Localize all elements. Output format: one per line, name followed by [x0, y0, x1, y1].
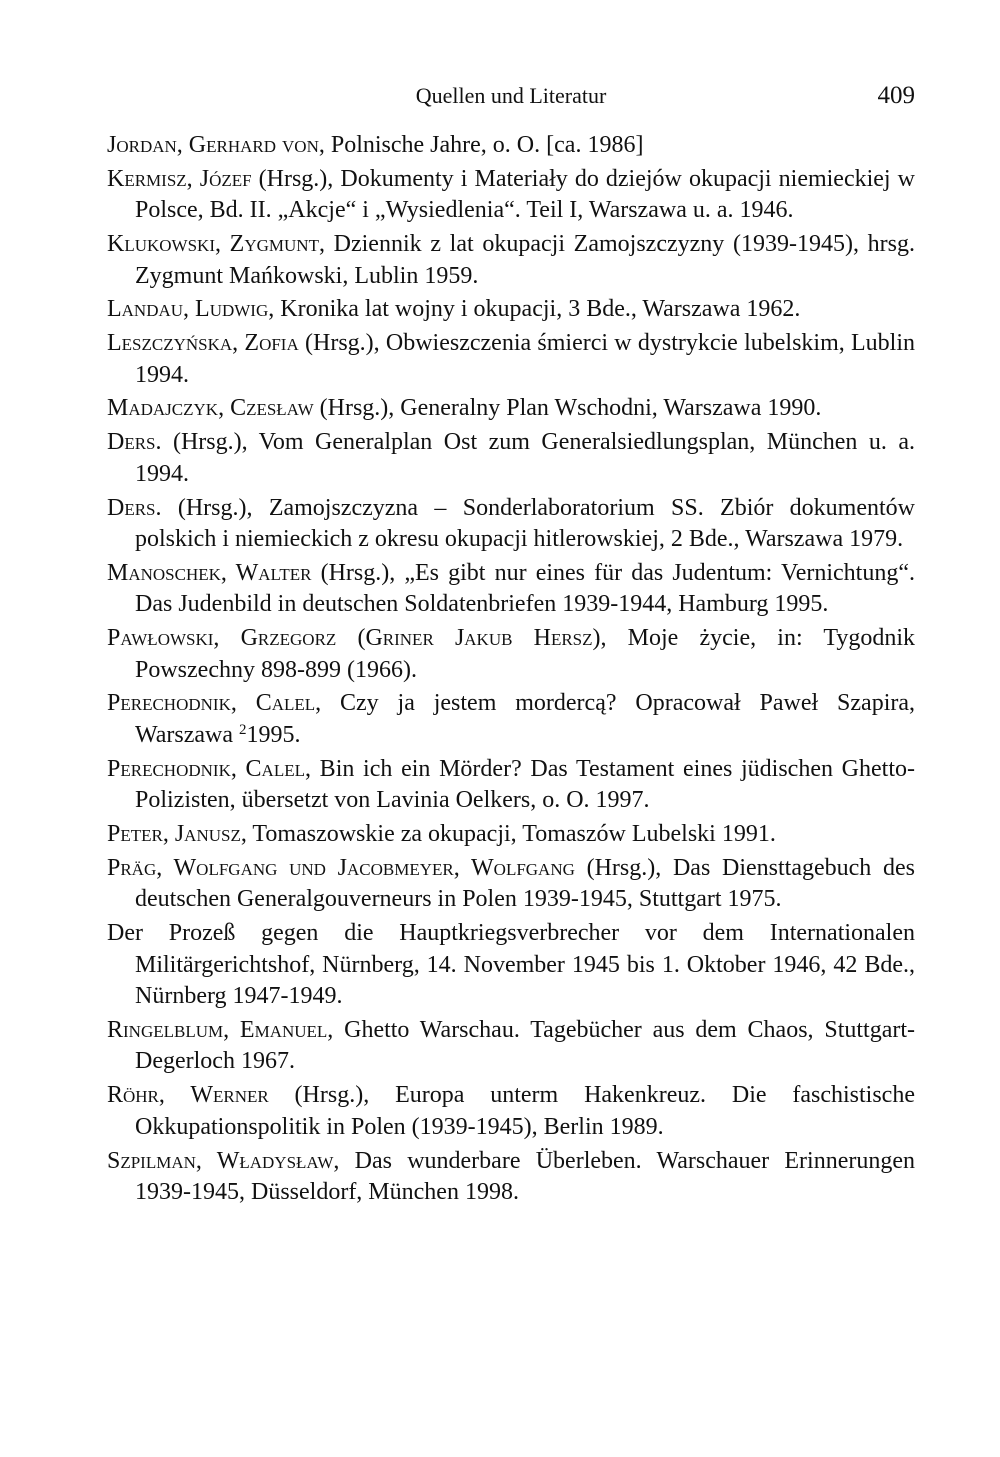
- entry-author: Jordan, Gerhard von,: [107, 132, 325, 158]
- entry-author: Madajczyk, Czesław: [107, 395, 314, 422]
- entry-text: Polnische Jahre, o. O. [ca. 1986]: [324, 132, 644, 158]
- entry-text: Ghetto Warschau. Tagebücher aus dem Chaos, Stuttgart-Degerloch 1967.: [135, 1016, 915, 1075]
- bibliography-entry: [107, 328, 915, 391]
- entry-author: Präg, Wolfgang und Jacobmeyer, Wolfgang: [107, 854, 575, 881]
- bibliography-entry: [107, 130, 915, 162]
- bibliography-list: [107, 130, 915, 1211]
- entry-author: Perechodnik, Calel,: [107, 755, 311, 782]
- bibliography-entry: [107, 427, 915, 490]
- entry-author: Ders.: [107, 494, 162, 521]
- entry-text: Tomaszowskie za okupacji, Tomaszów Lubelski 1991.: [246, 821, 776, 848]
- bibliography-entry: [107, 853, 915, 916]
- entry-text: (Hrsg.), Das Diensttagebuch des deutschen Generalgouverneurs in Polen 1939-1945, Stuttgart 1975.: [135, 854, 915, 913]
- bibliography-entry: [107, 558, 915, 621]
- entry-author: Leszczyńska, Zofia: [107, 330, 299, 357]
- bibliography-entry: [107, 294, 915, 326]
- entry-text: Bin ich ein Mörder? Das Testament eines jüdischen Ghetto-Polizisten, übersetzt von Lavinia Oelkers, o. O. 1997.: [135, 755, 915, 814]
- entry-text: (Hrsg.), Dokumenty i Materiały do dziejów okupacji niemieckiej w Polsce, Bd. II. „Akcje“ i „Wysiedlenia“. Teil I, Warszawa u. a. 1946.: [135, 165, 915, 224]
- running-header: [107, 78, 915, 114]
- entry-author: Szpilman, Władysław,: [107, 1147, 340, 1174]
- entry-author: Manoschek, Walter: [107, 559, 312, 586]
- bibliography-entry: [107, 1080, 915, 1143]
- page-number: 409: [877, 82, 915, 109]
- running-title: Quellen und Literatur: [415, 83, 607, 108]
- bibliography-entry: [107, 1015, 915, 1078]
- entry-author: Röhr, Werner: [107, 1082, 269, 1109]
- entry-text: Das wunderbare Überleben. Warschauer Erinnerungen 1939-1945, Düsseldorf, München 1998.: [135, 1147, 915, 1206]
- bibliography-entry: [107, 493, 915, 556]
- bibliography-entry: [107, 1146, 915, 1209]
- entry-author: Perechodnik, Calel,: [107, 690, 322, 717]
- bibliography-entry: [107, 754, 915, 817]
- bibliography-entry: [107, 229, 915, 292]
- entry-author: Landau, Ludwig,: [107, 296, 275, 323]
- entry-text: Kronika lat wojny i okupacji, 3 Bde., Warszawa 1962.: [274, 296, 801, 323]
- bibliography-entry: [107, 918, 915, 1013]
- entry-author: Kermisz, Józef: [107, 165, 252, 192]
- entry-author: Ders.: [107, 429, 162, 456]
- entry-text: Czy ja jestem mordercą? Opracował Paweł Szapira, Warszawa: [135, 690, 916, 748]
- entry-text-tail: 1995.: [246, 721, 301, 748]
- entry-text: (Hrsg.), Vom Generalplan Ost zum Generalsiedlungsplan, München u. a. 1994.: [135, 429, 915, 487]
- bibliography-entry: [107, 164, 915, 227]
- entry-text: (Hrsg.), Zamojszczyzna – Sonderlaboratorium SS. Zbiór dokumentów polskich i niemieckich z okresu okupacji hitlerowskiej, 2 Bde., Warszawa 1979.: [135, 494, 915, 553]
- entry-author: Klukowski, Zygmunt,: [107, 231, 325, 258]
- entry-text: Der Prozeß gegen die Hauptkriegsverbrecher vor dem Internationalen Militärgerichtshof, Nürnberg, 14. November 1945 bis 1. Oktober 1946, 42 Bde., Nürnberg 1947-1949.: [107, 920, 915, 1010]
- entry-text: (Hrsg.), Generalny Plan Wschodni, Warszawa 1990.: [313, 395, 822, 422]
- bibliography-entry: [107, 688, 915, 751]
- edition-superscript: 2: [239, 721, 247, 738]
- entry-text: (Hrsg.), „Es gibt nur eines für das Judentum: Vernichtung“. Das Judenbild in deutschen Soldatenbriefen 1939-1944, Hamburg 1995.: [135, 559, 915, 618]
- entry-text: (Hrsg.), Europa unterm Hakenkreuz. Die faschistische Okkupationspolitik in Polen (1939-1945), Berlin 1989.: [135, 1082, 915, 1140]
- entry-author: Ringelblum, Emanuel,: [107, 1016, 334, 1043]
- entry-author: Peter, Janusz,: [107, 821, 247, 848]
- bibliography-entry: [107, 819, 915, 851]
- entry-text: Moje życie, in: Tygodnik Powszechny 898-899 (1966).: [135, 625, 915, 683]
- bibliography-entry: [107, 623, 915, 686]
- entry-text: (Hrsg.), Obwieszczenia śmierci w dystrykcie lubelskim, Lublin 1994.: [135, 330, 915, 388]
- entry-text: Dziennik z lat okupacji Zamojszczyzny (1939-1945), hrsg. Zygmunt Mańkowski, Lublin 1959.: [135, 231, 915, 289]
- entry-author: Pawłowski, Grzegorz (Griner Jakub Hersz),: [107, 625, 607, 652]
- bibliography-entry: [107, 393, 915, 425]
